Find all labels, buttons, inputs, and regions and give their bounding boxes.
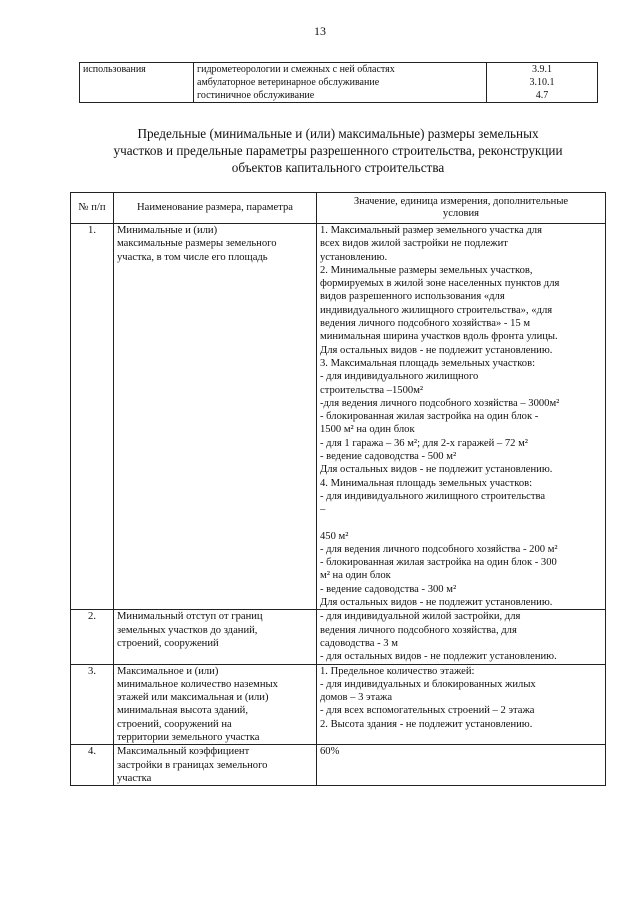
row-name [114, 664, 317, 745]
text-line: формируемых в жилой зоне населенных пунктов для [320, 278, 560, 290]
text-line: Минимальные и (или) [117, 225, 218, 236]
row-name [114, 745, 317, 786]
text-line: - для индивидуального жилищного [320, 371, 479, 383]
text-line: – [320, 504, 326, 516]
text-line: этажей или максимальная и (или) [117, 692, 269, 704]
text-line: - ведение садоводства - 300 м² [320, 583, 457, 595]
text-line: 4.7 [535, 90, 549, 101]
text-line: 4. Минимальная площадь земельных участков: [320, 477, 533, 489]
text-line: 3.10.1 [529, 77, 555, 88]
text-line: м² на один блок [320, 570, 391, 582]
row-number: 4. [71, 745, 114, 786]
text-line: установлению. [320, 251, 388, 263]
text-line: гостиничное обслуживание [197, 90, 315, 101]
text-line: строений, сооружений [117, 637, 219, 649]
text-line: строительства –1500м² [320, 384, 424, 396]
header-num: № п/п [71, 193, 114, 224]
text-line: - для индивидуальных и блокированных жилых [320, 678, 536, 690]
text-line: минимальная ширина участков вдоль фронта улицы. [320, 331, 558, 343]
text-line: - для ведения личного подсобного хозяйства - 200 м² [320, 543, 558, 555]
table-header-row [71, 193, 606, 224]
text-line: индивидуального жилищного строительства», «для [320, 304, 553, 316]
heading-line: Предельные (минимальные и (или) максимальные) размеры земельных [137, 126, 539, 141]
text-line: Максимальный коэффициент [117, 746, 250, 758]
text-line: земельных участков до зданий, [117, 624, 258, 636]
top-table-cell-1: использования [80, 63, 194, 103]
text-line: ведения личного подсобного хозяйства, для [320, 624, 517, 636]
text-line: домов – 3 этажа [320, 692, 393, 704]
row-value [317, 745, 606, 786]
text-line: - для всех вспомогательных строений – 2 этажа [320, 705, 535, 717]
header-value [317, 193, 606, 224]
text-line: - для 1 гаража – 36 м²; для 2-х гаражей – 72 м² [320, 437, 528, 449]
text-line: ведения личного подсобного хозяйства» - 15 м [320, 318, 531, 330]
text-line: - для индивидуального жилищного строительства [320, 490, 546, 502]
parameters-table [70, 192, 606, 786]
text-line: участка, в том числе его площадь [117, 251, 268, 263]
text-line: условия [442, 208, 480, 219]
table-row [71, 610, 606, 664]
top-table [79, 62, 598, 103]
text-line: 60% [320, 746, 340, 758]
text-line: Минимальный отступ от границ [117, 611, 263, 623]
text-line: строений, сооружений на [117, 718, 232, 730]
text-line: - блокированная жилая застройка на один блок - [320, 411, 539, 423]
text-line: 3. Максимальная площадь земельных участков: [320, 357, 536, 369]
text-line: территории земельного участка [117, 731, 260, 743]
row-number: 1. [71, 224, 114, 610]
table-row [71, 224, 606, 610]
text-line: гидрометеорологии и смежных с ней областях [197, 64, 395, 75]
text-line: 1. Максимальный размер земельного участка для [320, 225, 542, 236]
text-line: застройки в границах земельного [117, 759, 268, 771]
text-line: минимальное количество наземных [117, 678, 278, 690]
text-line: садоводства - 3 м [320, 637, 398, 649]
table-row [80, 63, 598, 103]
section-heading [70, 125, 606, 176]
row-number: 2. [71, 610, 114, 664]
text-line: всех видов жилой застройки не подлежит [320, 238, 508, 250]
text-line: Для остальных видов - не подлежит установлению. [320, 597, 553, 609]
page-number: 13 [314, 24, 326, 38]
row-number: 3. [71, 664, 114, 745]
text-line: 2. Минимальные размеры земельных участков, [320, 264, 533, 276]
table-row [71, 745, 606, 786]
text-line: участка [117, 772, 152, 784]
text-line: - ведение садоводства - 500 м² [320, 451, 457, 463]
heading-line: объектов капитального строительства [231, 160, 445, 175]
text-line: -для ведения личного подсобного хозяйства – 3000м² [320, 397, 560, 409]
top-table-cell-2 [194, 63, 487, 103]
text-line: амбулаторное ветеринарное обслуживание [197, 77, 380, 88]
text-line: - для остальных видов - не подлежит установлению. [320, 651, 557, 663]
row-value [317, 664, 606, 745]
row-value [317, 610, 606, 664]
text-line: 1500 м² на один блок [320, 424, 415, 436]
text-line: видов разрешенного использования «для [320, 291, 505, 303]
text-line: Максимальное и (или) [117, 665, 219, 677]
text-line: 3.9.1 [532, 64, 552, 75]
text-line: максимальные размеры земельного [117, 238, 277, 250]
text-line: Для остальных видов - не подлежит установлению. [320, 464, 553, 476]
text-line: Значение, единица измерения, дополнительные [353, 195, 569, 207]
text-line: минимальная высота зданий, [117, 705, 248, 717]
row-name [114, 610, 317, 664]
heading-line: участков и предельные параметры разрешенного строительства, реконструкции [113, 143, 563, 158]
row-value [317, 224, 606, 610]
header-name: Наименование размера, параметра [114, 193, 317, 224]
text-line: 2. Высота здания - не подлежит установлению. [320, 718, 533, 730]
text-line: - для индивидуальной жилой застройки, для [320, 611, 521, 623]
text-line: 450 м² [320, 530, 349, 542]
blank-line [320, 517, 602, 530]
text-line: - блокированная жилая застройка на один блок - 300 [320, 557, 557, 569]
row-name [114, 224, 317, 610]
top-table-cell-3 [487, 63, 598, 103]
text-line: Для остальных видов - не подлежит установлению. [320, 344, 553, 356]
text-line: 1. Предельное количество этажей: [320, 665, 475, 677]
table-row [71, 664, 606, 745]
